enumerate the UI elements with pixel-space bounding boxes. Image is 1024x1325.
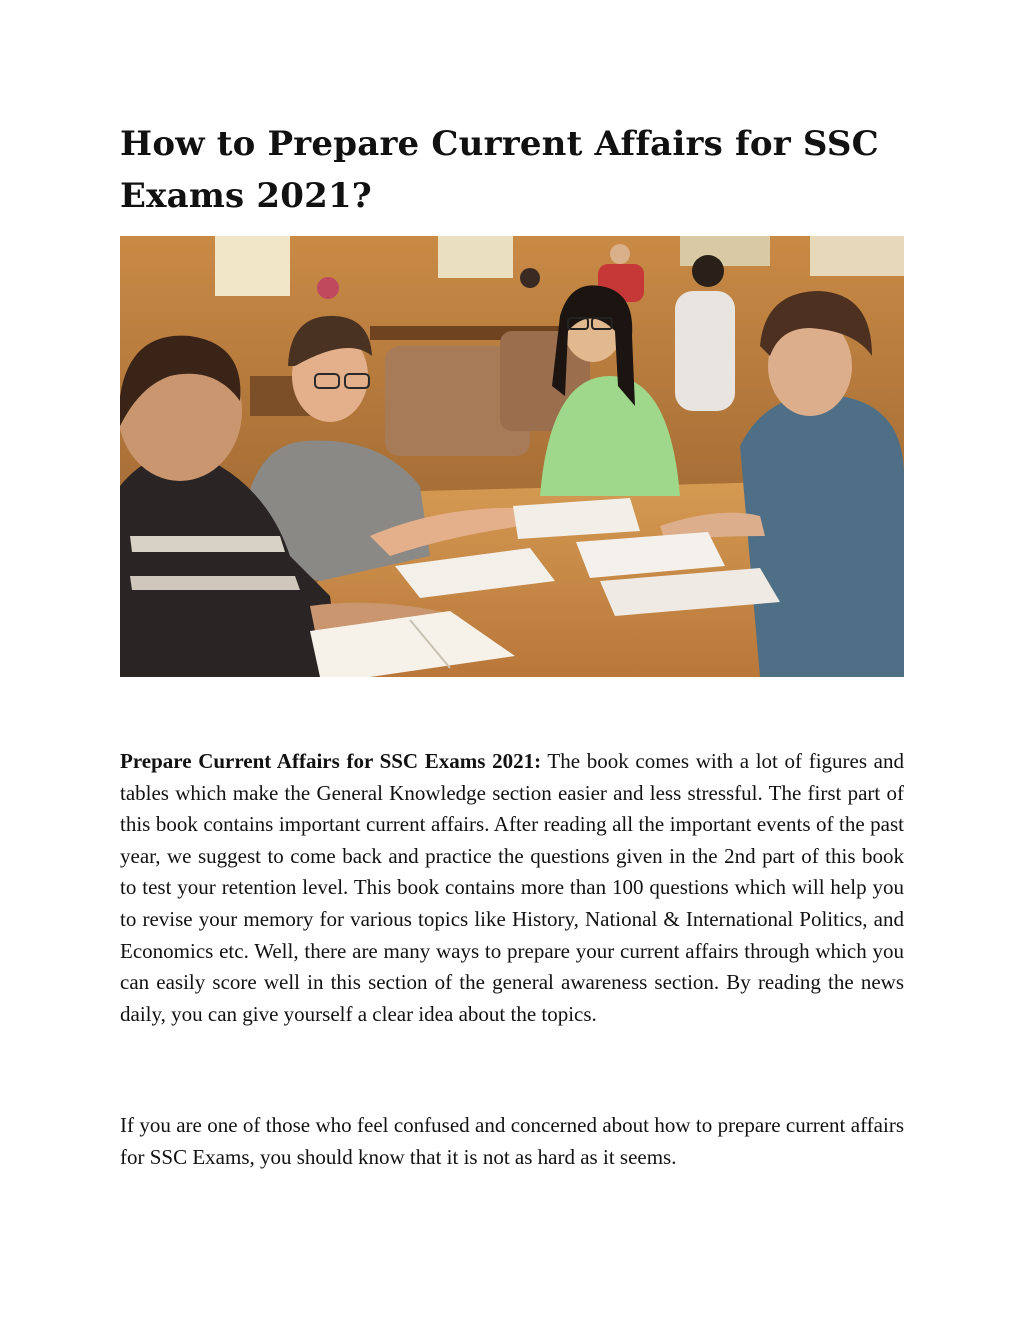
- body-paragraph-2: If you are one of those who feel confused and concerned about how to prepare current affairs for SSC Exams, you should know that it is not as hard as it seems.: [120, 1113, 904, 1169]
- paragraph-lead: Prepare Current Affairs for SSC Exams 2021:: [120, 749, 542, 773]
- body-paragraph-1: [120, 746, 904, 1030]
- students-studying-photo: [120, 236, 904, 677]
- page-title: How to Prepare Current Affairs for SSC Exams 2021?: [120, 124, 879, 216]
- paragraph-text: The book comes with a lot of figures and tables which make the General Knowledge section easier and less stressful. The first part of this book contains important current affairs. After reading all the important events of the past year, we suggest to come back and practice the questions given in the 2nd part of this book to test your retention level. This book contains more than 100 questions which will help you to revise your memory for various topics like History, National & International Politics, and Economics etc. Well, there are many ways to prepare your current affairs through which you can easily score well in this section of the general awareness section. By reading the news daily, you can give yourself a clear idea about the topics.: [120, 749, 905, 1026]
